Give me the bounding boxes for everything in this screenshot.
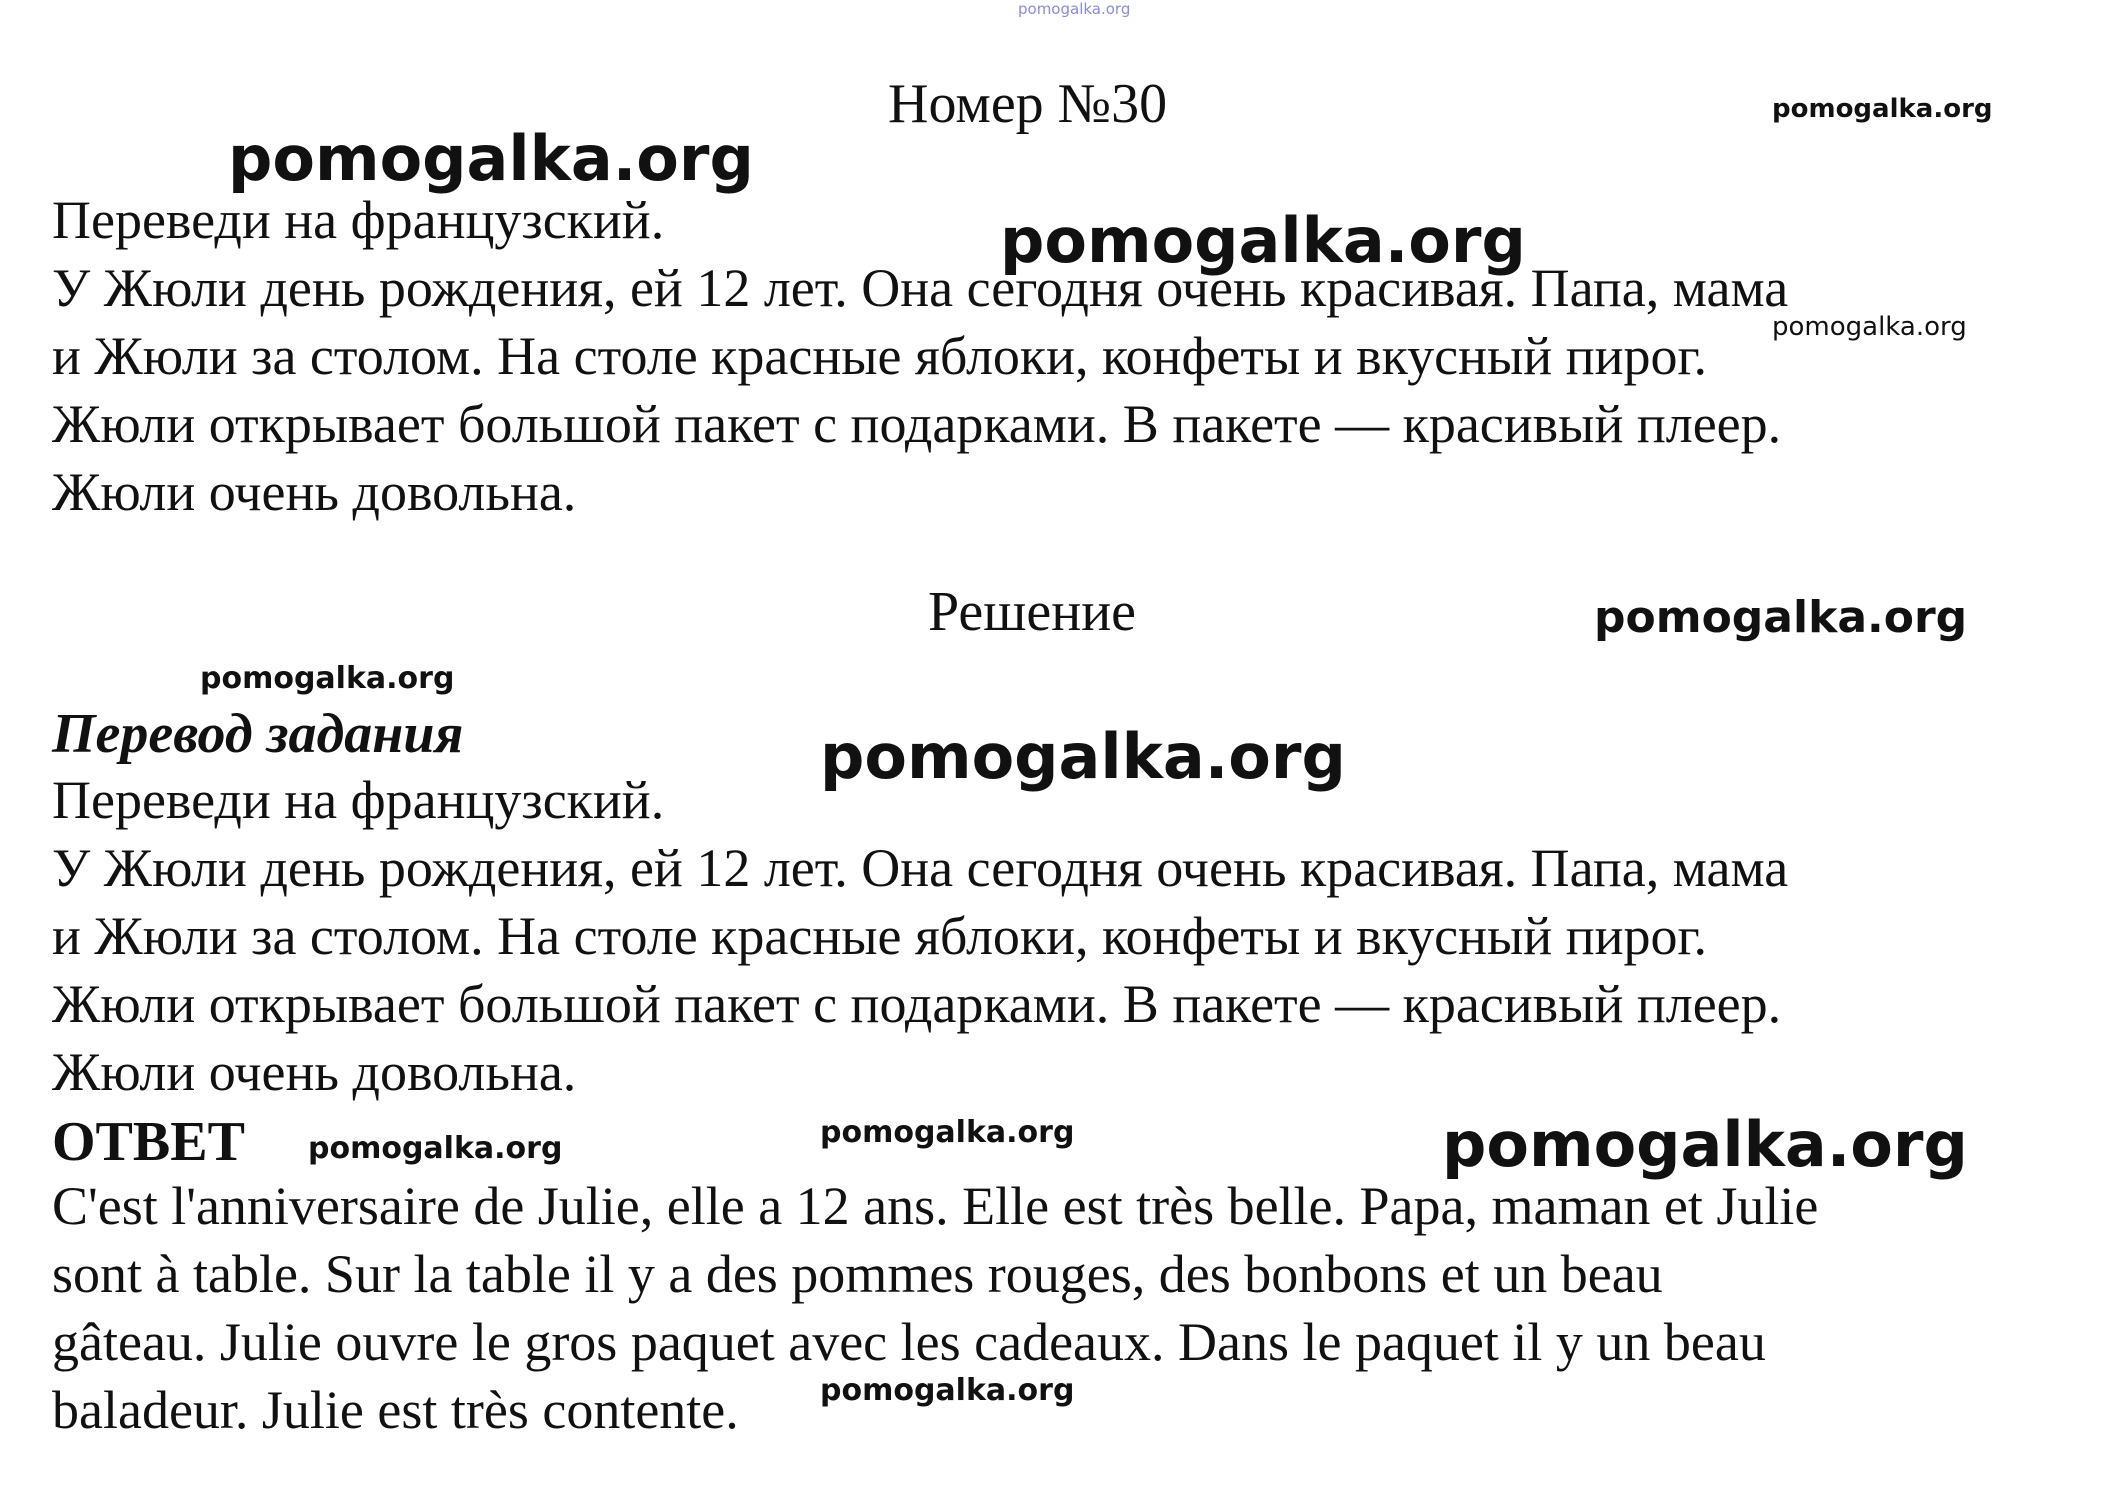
watermark: pomogalka.org xyxy=(1442,1108,1968,1181)
translation-text xyxy=(52,766,2052,1106)
task-line: Жюли очень довольна. xyxy=(52,462,577,522)
translation-line: и Жюли за столом. На столе красные яблоки, конфеты и вкусный пирог. xyxy=(52,906,1708,966)
translation-line: Жюли открывает большой пакет с подарками. В пакете — красивый плеер. xyxy=(52,974,1782,1034)
translation-line: Переведи на французский. xyxy=(52,770,665,830)
watermark: pomogalka.org xyxy=(820,720,1346,793)
watermark: pomogalka.org xyxy=(1772,312,1967,342)
answer-heading: ОТВЕТ xyxy=(52,1111,245,1173)
watermark: pomogalka.org xyxy=(308,1131,563,1166)
task-line: Жюли открывает большой пакет с подарками. В пакете — красивый плеер. xyxy=(52,394,1782,454)
watermark: pomogalka.org xyxy=(1772,94,1993,124)
translation-heading: Перевод задания xyxy=(52,703,464,765)
answer-line: C'est l'anniversaire de Julie, elle a 12 ans. Elle est très belle. Papa, maman et Julie xyxy=(52,1176,1819,1236)
solution-title: Решение xyxy=(928,581,1137,643)
task-line: У Жюли день рождения, ей 12 лет. Она сегодня очень красивая. Папа, мама xyxy=(52,258,1789,318)
watermark-top: pomogalka.org xyxy=(1018,0,1131,18)
watermark: pomogalka.org xyxy=(228,122,754,195)
answer-line: baladeur. Julie est très contente. xyxy=(52,1380,739,1440)
answer-line: gâteau. Julie ouvre le gros paquet avec les cadeaux. Dans le paquet il y un beau xyxy=(52,1312,1766,1372)
watermark: pomogalka.org xyxy=(1594,592,1968,643)
answer-line: sont à table. Sur la table il y a des pommes rouges, des bonbons et un beau xyxy=(52,1244,1663,1304)
watermark: pomogalka.org xyxy=(1000,204,1526,277)
translation-line: У Жюли день рождения, ей 12 лет. Она сегодня очень красивая. Папа, мама xyxy=(52,838,1789,898)
translation-line: Жюли очень довольна. xyxy=(52,1042,577,1102)
page-title: Номер №30 xyxy=(888,73,1168,135)
watermark: pomogalka.org xyxy=(200,661,455,696)
task-line: Переведи на французский. xyxy=(52,190,665,250)
watermark: pomogalka.org xyxy=(820,1373,1075,1408)
task-line: и Жюли за столом. На столе красные яблоки, конфеты и вкусный пирог. xyxy=(52,326,1708,386)
watermark: pomogalka.org xyxy=(820,1115,1075,1150)
